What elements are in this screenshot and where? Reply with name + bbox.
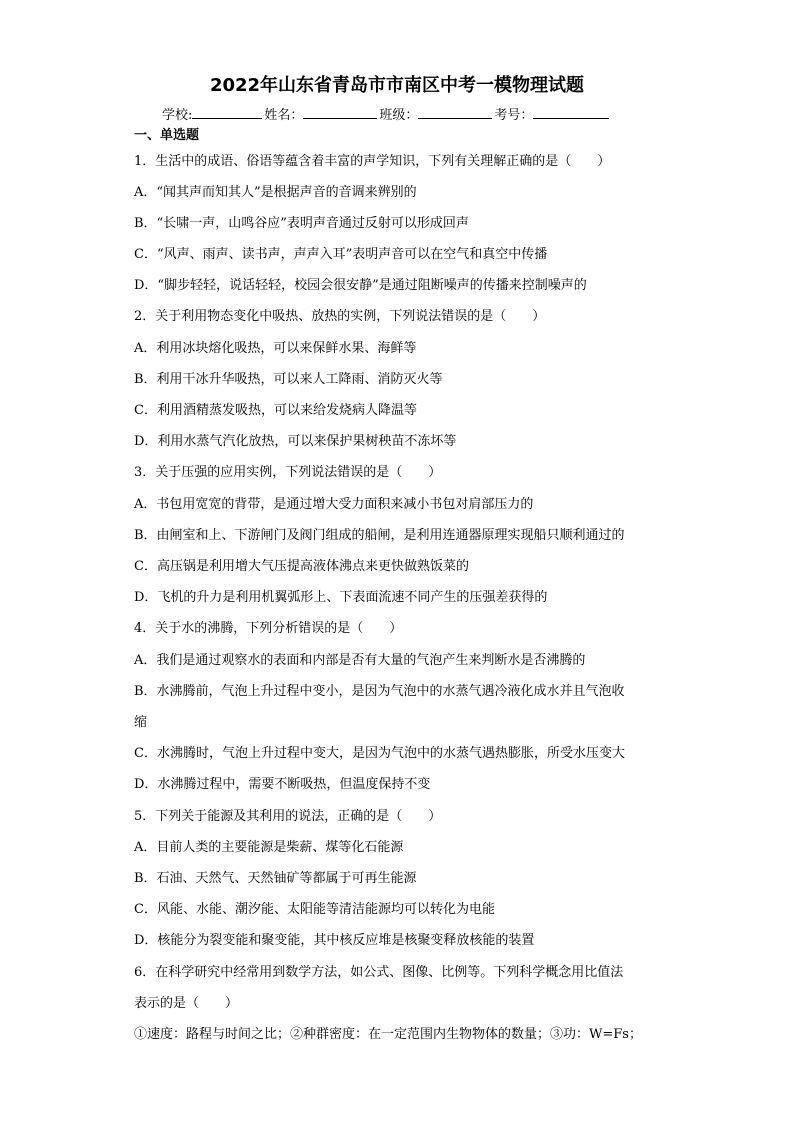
option-line: C．风能、水能、潮汐能、太阳能等清洁能源均可以转化为电能 [134, 902, 495, 917]
option-line-continued: 缩 [134, 715, 148, 730]
question-line: 1．生活中的成语、俗语等蕴含着丰富的声学知识，下列有关理解正确的是（ ） [134, 154, 611, 169]
option-line: A．利用冰块熔化吸热，可以来保鲜水果、海鲜等 [134, 341, 417, 356]
statement-line: ①速度：路程与时间之比；②种群密度：在一定范围内生物物体的数量；③功：W=Fs； [134, 1027, 642, 1042]
name-label: 姓名： [264, 108, 304, 123]
school-blank[interactable] [192, 106, 262, 119]
option-line: A．“闻其声而知其人”是根据声音的音调来辨别的 [134, 185, 417, 200]
exam-number-blank[interactable] [533, 106, 609, 119]
question-line-continued: 表示的是（ ） [134, 996, 239, 1011]
option-line: A．我们是通过观察水的表面和内部是否有大量的气泡产生来判断水是否沸腾的 [134, 653, 586, 668]
option-line: B．“长啸一声，山鸣谷应”表明声音通过反射可以形成回声 [134, 216, 469, 231]
option-line: D．飞机的升力是利用机翼弧形上、下表面流速不同产生的压强差获得的 [134, 590, 548, 605]
option-line: B．利用干冰升华吸热，可以来人工降雨、消防灭火等 [134, 372, 443, 387]
option-line: C．水沸腾时，气泡上升过程中变大，是因为气泡中的水蒸气遇热膨胀，所受水压变大 [134, 746, 625, 761]
question-line: 4．关于水的沸腾，下列分析错误的是（ ） [134, 621, 403, 636]
name-blank[interactable] [303, 106, 377, 119]
question-line: 6．在科学研究中经常用到数学方法，如公式、图像、比例等。下列科学概念用比值法 [134, 965, 624, 980]
option-line: C．高压锅是利用增大气压提高液体沸点来更快做熟饭菜的 [134, 559, 469, 574]
question-line: 2．关于利用物态变化中吸热、放热的实例，下列说法错误的是（ ） [134, 309, 546, 324]
option-line: D．利用水蒸气汽化放热，可以来保护果树秧苗不冻坏等 [134, 434, 457, 449]
option-line: D．水沸腾过程中，需要不断吸热，但温度保持不变 [134, 777, 431, 792]
option-line: B．石油、天然气、天然铀矿等都属于可再生能源 [134, 871, 417, 886]
option-line: D．核能分为裂变能和聚变能，其中核反应堆是核聚变释放核能的装置 [134, 933, 535, 948]
option-line: D．“脚步轻轻，说话轻轻，校园会很安静”是通过阻断噪声的传播来控制噪声的 [134, 278, 587, 293]
option-line: B．由闸室和上、下游闸门及阀门组成的船闸，是利用连通器原理实现船只顺利通过的 [134, 528, 625, 543]
option-line: A．书包用宽宽的背带，是通过增大受力面积来减小书包对肩部压力的 [134, 497, 534, 512]
class-blank[interactable] [418, 106, 492, 119]
class-label: 班级： [379, 108, 419, 123]
option-line: B．水沸腾前，气泡上升过程中变小，是因为气泡中的水蒸气遇冷液化成水并且气泡收 [134, 684, 625, 699]
option-line: A．目前人类的主要能源是柴薪、煤等化石能源 [134, 840, 404, 855]
question-line: 5．下列关于能源及其利用的说法，正确的是（ ） [134, 809, 442, 824]
section-heading: 一、单选题 [134, 128, 200, 143]
school-label: 学校: [162, 108, 193, 123]
student-info-row [162, 104, 611, 123]
exam-number-label: 考号： [494, 108, 534, 123]
page-title: 2022年山东省青岛市市南区中考一模物理试题 [209, 75, 585, 96]
question-line: 3．关于压强的应用实例，下列说法错误的是（ ） [134, 465, 442, 480]
option-line: C．利用酒精蒸发吸热，可以来给发烧病人降温等 [134, 403, 417, 418]
option-line: C．“风声、雨声、读书声，声声入耳”表明声音可以在空气和真空中传播 [134, 247, 548, 262]
